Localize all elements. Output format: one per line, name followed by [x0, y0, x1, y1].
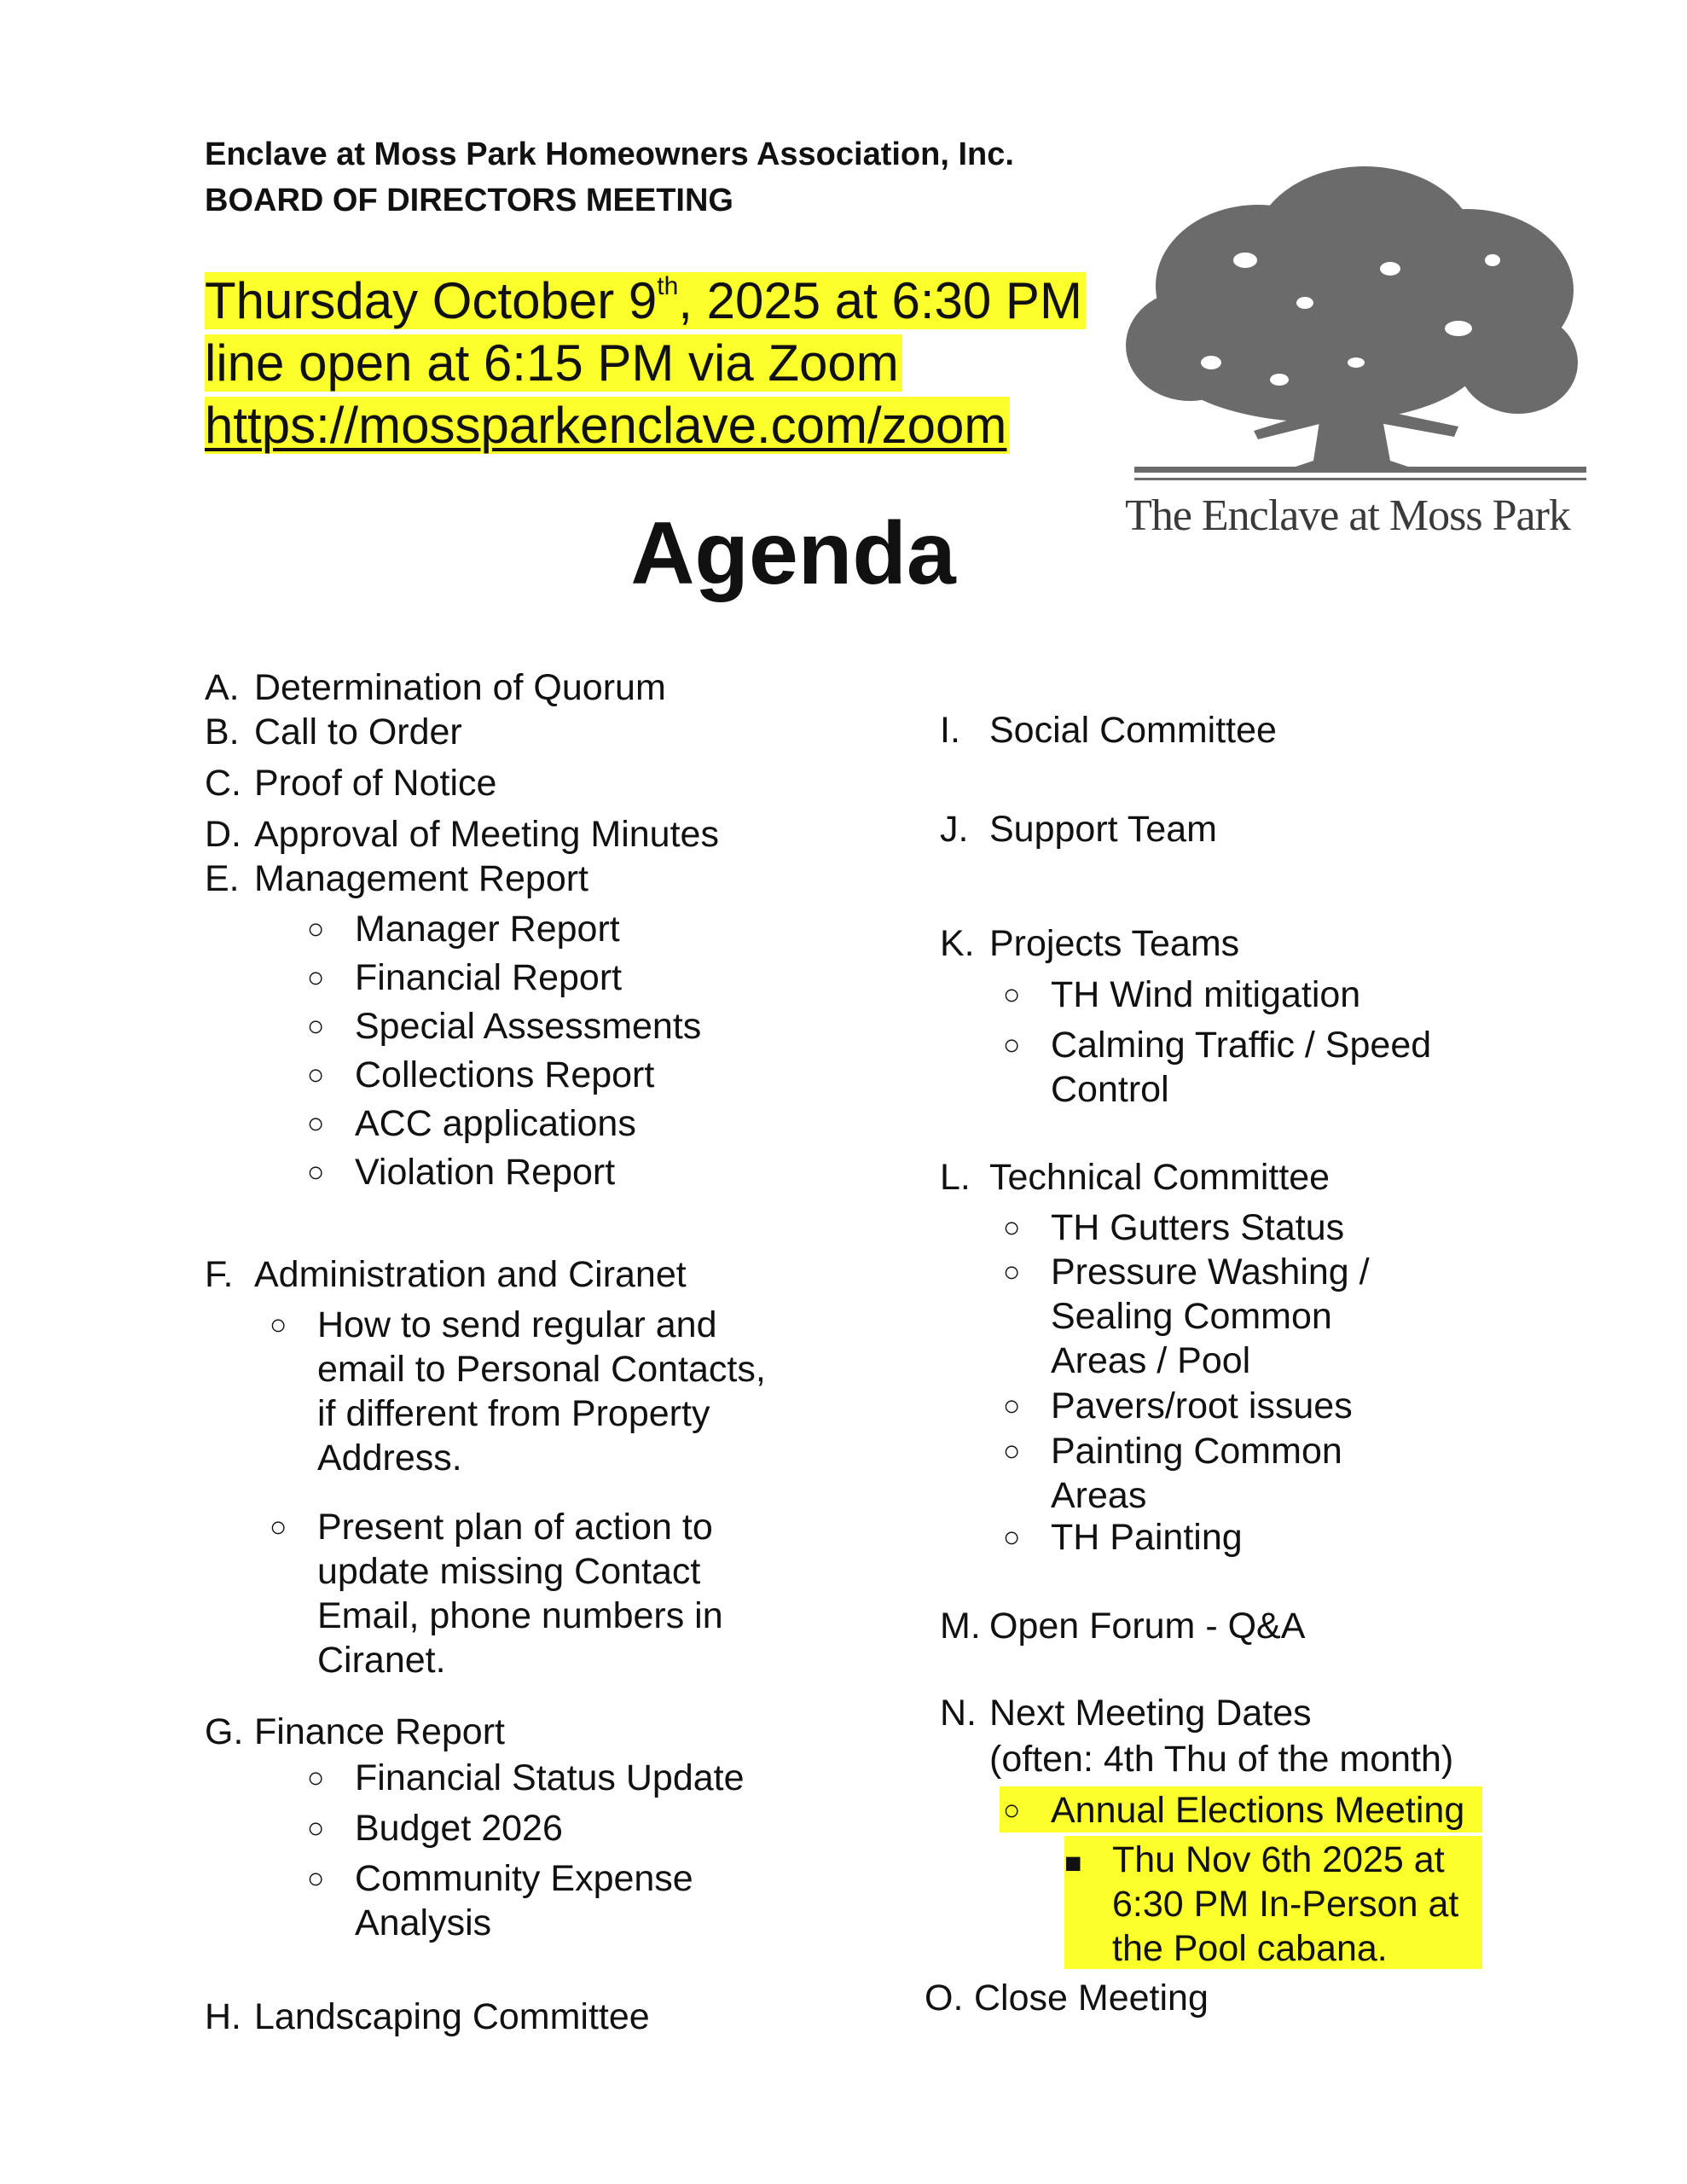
zoom-link[interactable]: https://mossparkenclave.com/zoom	[205, 397, 1010, 454]
agenda-title: Agenda	[630, 504, 956, 603]
meeting-line-open: line open at 6:15 PM via Zoom	[205, 334, 902, 392]
oak-tree-icon	[1109, 149, 1586, 610]
org-header	[205, 131, 1014, 224]
agenda-note: (often: 4th Thu of the month)	[989, 1739, 1454, 1780]
logo-text: The Enclave at Moss Park	[1125, 491, 1570, 540]
meeting-date: Thursday October 9th, 2025 at 6:30 PM	[205, 272, 1086, 329]
logo	[1109, 149, 1586, 610]
meeting-type: BOARD OF DIRECTORS MEETING	[205, 183, 733, 218]
org-name: Enclave at Moss Park Homeowners Association, Inc.	[205, 136, 1014, 172]
meeting-info	[205, 270, 1086, 456]
